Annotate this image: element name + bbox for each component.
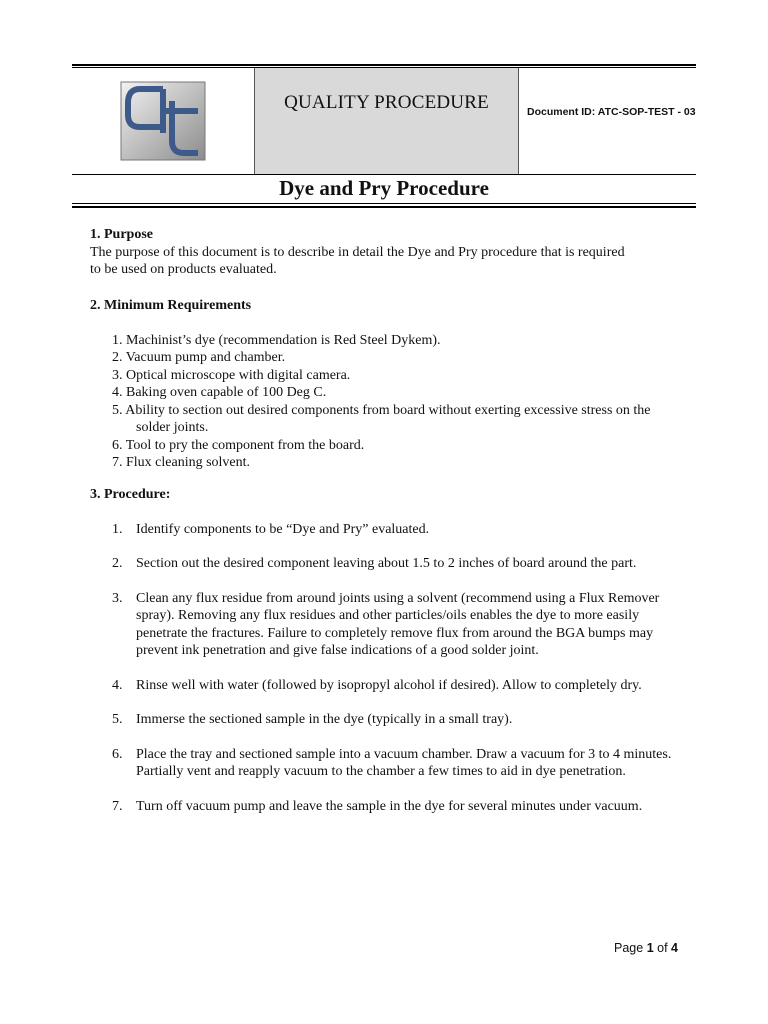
requirement-item: 3. Optical microscope with digital camera. xyxy=(112,367,351,383)
requirement-item: 1. Machinist’s dye (recommendation is Red Steel Dykem). xyxy=(112,332,441,348)
document-title: Dye and Pry Procedure xyxy=(279,176,489,200)
procedure-step xyxy=(90,746,680,781)
procedure-step xyxy=(90,711,680,729)
logo-cell xyxy=(72,68,254,174)
header-title-cell xyxy=(254,68,519,174)
procedure-step xyxy=(90,521,680,539)
procedure-step xyxy=(90,677,680,695)
header-bottom-rule xyxy=(72,203,696,208)
purpose-text-line-2: to be used on products evaluated. xyxy=(90,262,277,277)
requirement-item: 5. Ability to section out desired components from board without exerting excessive stress on the solder joints. xyxy=(112,402,651,435)
header-title: QUALITY PROCEDURE xyxy=(284,92,489,113)
step-number: 3. xyxy=(112,590,123,606)
step-number: 1. xyxy=(112,521,123,537)
requirement-item: 4. Baking oven capable of 100 Deg C. xyxy=(112,385,327,400)
header-mid-rule xyxy=(72,174,696,175)
procedure-section xyxy=(90,486,680,832)
requirements-heading: 2. Minimum Requirements xyxy=(90,298,252,313)
requirement-item: 6. Tool to pry the component from the board. xyxy=(112,437,365,453)
requirements-list xyxy=(90,332,680,472)
step-text: Turn off vacuum pump and leave the sample in the dye for several minutes under vacuum. xyxy=(136,798,643,814)
page-total: 4 xyxy=(671,941,678,955)
document-id-cell xyxy=(519,68,696,174)
procedure-step xyxy=(90,798,680,816)
step-number: 2. xyxy=(112,556,123,571)
step-text: Place the tray and sectioned sample into a vacuum chamber. Draw a vacuum for 3 to 4 minutes. Partially vent and reapply vacuum to the chamber a few times to aid in dye penetration. xyxy=(136,746,672,779)
step-text: Clean any flux residue from around joints using a solvent (recommend using a Flux Remover spray). Removing any flux residues and other particles/oils enables the dye to more easily penetrate the fractures. Failure to completely remove flux from around the BGA bumps may prevent ink penetration and give false indications of a good solder joint. xyxy=(136,590,660,658)
procedure-heading: 3. Procedure: xyxy=(90,487,171,502)
step-number: 4. xyxy=(112,677,123,693)
purpose-text-line-1: The purpose of this document is to describe in detail the Dye and Pry procedure that is required xyxy=(90,244,625,260)
page-label: Page xyxy=(614,941,644,955)
procedure-step xyxy=(90,555,680,573)
step-number: 6. xyxy=(112,746,123,762)
step-number: 5. xyxy=(112,712,123,727)
page-current: 1 xyxy=(646,941,654,955)
requirement-item: 7. Flux cleaning solvent. xyxy=(112,455,251,470)
company-logo-icon xyxy=(120,81,206,161)
requirement-item: 2. Vacuum pump and chamber. xyxy=(112,350,286,365)
purpose-heading: 1. Purpose xyxy=(90,227,153,242)
document-header xyxy=(72,68,696,174)
procedure-steps-list xyxy=(90,521,680,816)
page-of: of xyxy=(657,941,668,955)
page-footer xyxy=(614,941,678,955)
document-id: Document ID: ATC-SOP-TEST - 03 xyxy=(527,106,696,118)
procedure-step xyxy=(90,590,680,660)
step-text: Identify components to be “Dye and Pry” evaluated. xyxy=(136,521,430,537)
step-text: Immerse the sectioned sample in the dye (typically in a small tray). xyxy=(136,712,513,727)
requirements-section xyxy=(90,297,680,472)
step-text: Rinse well with water (followed by isopropyl alcohol if desired). Allow to completely dry. xyxy=(136,677,642,693)
purpose-section xyxy=(90,226,680,279)
step-number: 7. xyxy=(112,798,123,814)
step-text: Section out the desired component leaving about 1.5 to 2 inches of board around the part. xyxy=(136,556,637,571)
